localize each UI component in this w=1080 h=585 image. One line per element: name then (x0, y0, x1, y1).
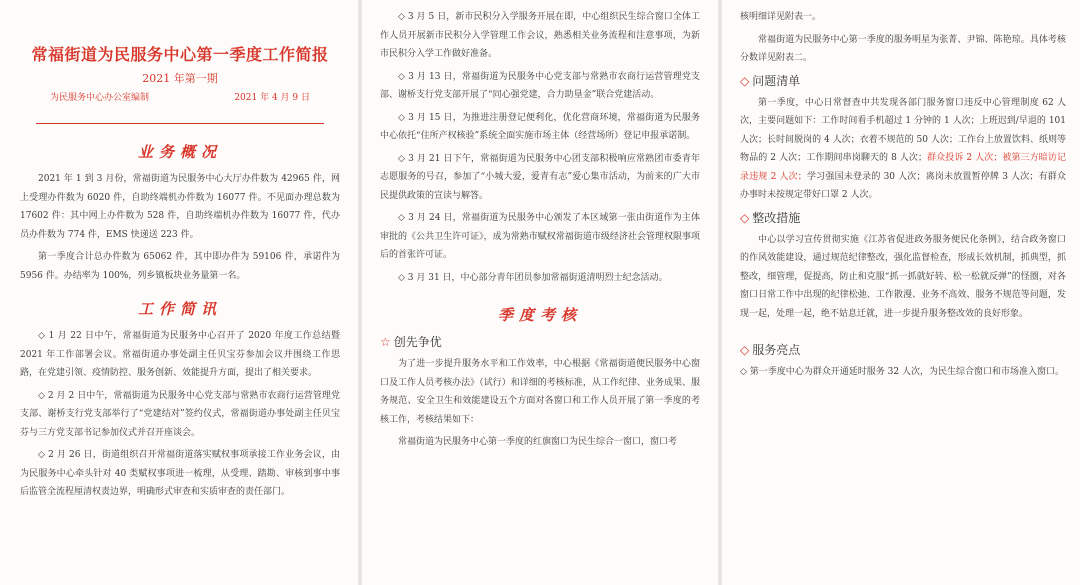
paragraph: 常福街道为民服务中心第一季度的服务明星为张菁、尹锦、陈艳琼。具体考核分数详见附表二。 (740, 34, 1066, 63)
red-divider (36, 123, 324, 124)
subheading-excellence (380, 333, 700, 351)
report-title: 常福街道为民服务中心第一季度工作简报 (31, 45, 329, 64)
subheading-problem-list (740, 72, 1066, 90)
paragraph: 核明细详见附表一。 (740, 12, 822, 22)
text-run: 第一季度，中心日常督查中共发现各部门服务窗口违反中心管理制度 62 人次，主要问题如下：工作时间看手机超过 1 分钟的 1 人次；上班迟到/早退的 101 人次；长时间脱岗的 4 人次；衣着不规范的 50 人次；工作台上放置饮料、纸则等物品的 2 人次；工作期间串岗聊天的 8 人次； (740, 97, 1066, 163)
diamond-outline-icon: ◇ (740, 73, 750, 88)
paragraph: ◇ 3 月 13 日，常福街道为民服务中心党支部与常熟市农商行运营管理党支部、谢桥支行党支部开展了“同心强党建，合力助垦金”联合党建活动。 (380, 71, 700, 100)
highlighted-text: 群众投诉 2 人次；被第三方暗访记录违规 2 人次； (740, 153, 1066, 182)
paragraph: 2021 年 1 到 3 月份，常福街道为民服务中心大厅办件数为 42965 件，网上受理办件数为 6020 件，自助终端机办件数为 16077 件。不见面办理总数为 17602 件：其中网上办件数为 528 件，自助终端机办件数为 16077 件，代办员办件数为 774 件，EMS 快递送 223 件。 (20, 174, 340, 240)
section-heading-work-news: 工作简讯 (137, 300, 222, 318)
paragraph: 中心以学习宣传贯彻实施《江苏省促进政务服务便民化条例》，结合政务窗口的作风效能建设，通过规范纪律整改，强化监督检查，形成长效机制，抓典型，抓整改，细管理，促提高，防止和克服“抓一抓就好转、松一松就反弹”的怪圈，对各窗口日常工作中出现的纪律松弛、工作散漫、业务不高效、服务不规范等问题，发现一起，处理一起，绝不姑息迁就，进一步提升服务整改效的良好形象。 (740, 234, 1066, 319)
section-heading-business-overview: 业务概况 (137, 143, 222, 161)
report-date: 2021 年 4 月 9 日 (234, 93, 310, 103)
paragraph: ◇ 3 月 24 日，常福街道为民服务中心颁发了本区域第一张由街道作为主体审批的《公共卫生许可证》，成为常熟市赋权常福街道市级经济社会管理权限事项后的首张许可证。 (380, 213, 700, 260)
paragraph-problems (740, 94, 1066, 205)
paragraph: 常福街道为民服务中心第一季度的红旗窗口为民生综合一窗口，窗口考 (398, 437, 678, 447)
text-run: 学习强国未登录的 30 人次；离岗未放置暂停牌 3 人次；有群众办事时未按规定带好口罩 2 人次。 (740, 171, 1066, 200)
star-outline-icon: ☆ (380, 335, 391, 349)
editor-label: 为民服务中心办公室编制 (50, 93, 150, 103)
diamond-outline-icon: ◇ (740, 210, 750, 225)
paragraph: ◇ 第一季度中心为群众开通延时服务 32 人次，为民生综合窗口和市场准入窗口。 (740, 367, 1064, 377)
paragraph: ◇ 3 月 31 日，中心部分青年团员参加常福街道清明烈士纪念活动。 (398, 272, 668, 283)
subheading-label: 服务亮点 (752, 343, 801, 357)
subheading-label: 创先争优 (393, 335, 442, 349)
paragraph: ◇ 2 月 2 日中午，常福街道为民服务中心党支部与常熟市农商行运营管理党支部、谢桥支行党支部举行了“党建结对”签约仪式，常福街道办事处副主任贝宝芬与三方党支部书记参加仪式并召开座谈会。 (20, 390, 340, 438)
diamond-outline-icon: ◇ (740, 343, 750, 357)
paragraph: ◇ 1 月 22 日中午，常福街道为民服务中心召开了 2020 年度工作总结暨 2021 年工作部署会议。常福街道办事处副主任贝宝芬参加会议并围绕工作思路，在党建引领、疫情防控、服务创新、效能提升方面，提出了相关要求。 (20, 331, 340, 378)
paragraph: ◇ 3 月 15 日，为推进注册登记便利化，优化营商环境，常福街道为民服务中心依托“住所产权核验”系统全面实施市场主体（经营场所）登记申报承诺制。 (380, 112, 700, 141)
subheading-label: 问题清单 (752, 73, 801, 88)
paragraph: 为了进一步提升服务水平和工作效率，中心根据《常福街道便民服务中心窗口及工作人员考核办法》（试行）和详细的考核标准，从工作纪律、业务成果、服务规范、安全卫生和效能建设五个方面对各窗口和工作人员开展了第一季度的考核工作，考核结果如下： (380, 359, 700, 425)
paragraph: ◇ 3 月 21 日下午，常福街道为民服务中心团支部积极响应常熟团市委青年志愿服务的号召，参加了“小城大爱，爱青有志”爱心集市活动，为前来的广大市民提供政策的宣读与解答。 (380, 153, 700, 201)
issue-number: 2021 年第一期 (142, 72, 218, 85)
section-heading-quarterly-assessment: 季度考核 (497, 306, 582, 324)
paragraph: 第一季度合计总办件数为 65062 件，其中即办件为 59106 件，承诺件为 5956 件。办结率为 100%，列乡镇板块业务量第一名。 (20, 252, 340, 281)
page-3 (722, 0, 1080, 585)
subheading-label: 整改措施 (752, 210, 801, 225)
report-meta (20, 90, 340, 103)
subheading-rectification (740, 209, 1066, 227)
subheading-service-highlights (740, 341, 1066, 359)
paragraph: ◇ 3 月 5 日，新市民积分入学服务开展在即，中心组织民生综合窗口全体工作人员开展新市民积分入学管理工作会议，熟悉相关业务流程和注意事项，为新市民积分入学工作做好准备。 (380, 12, 700, 59)
page-2 (362, 0, 718, 585)
paragraph: ◇ 2 月 26 日，街道组织召开常福街道落实赋权事项承接工作业务会议，由为民服务中心牵头针对 40 类赋权事项进一梳理，从受理、踏勘、审核到事中事后监管全流程厘清权责边界，明确形式审查和实质审查的责任部门。 (20, 450, 340, 497)
page-1 (0, 0, 358, 585)
